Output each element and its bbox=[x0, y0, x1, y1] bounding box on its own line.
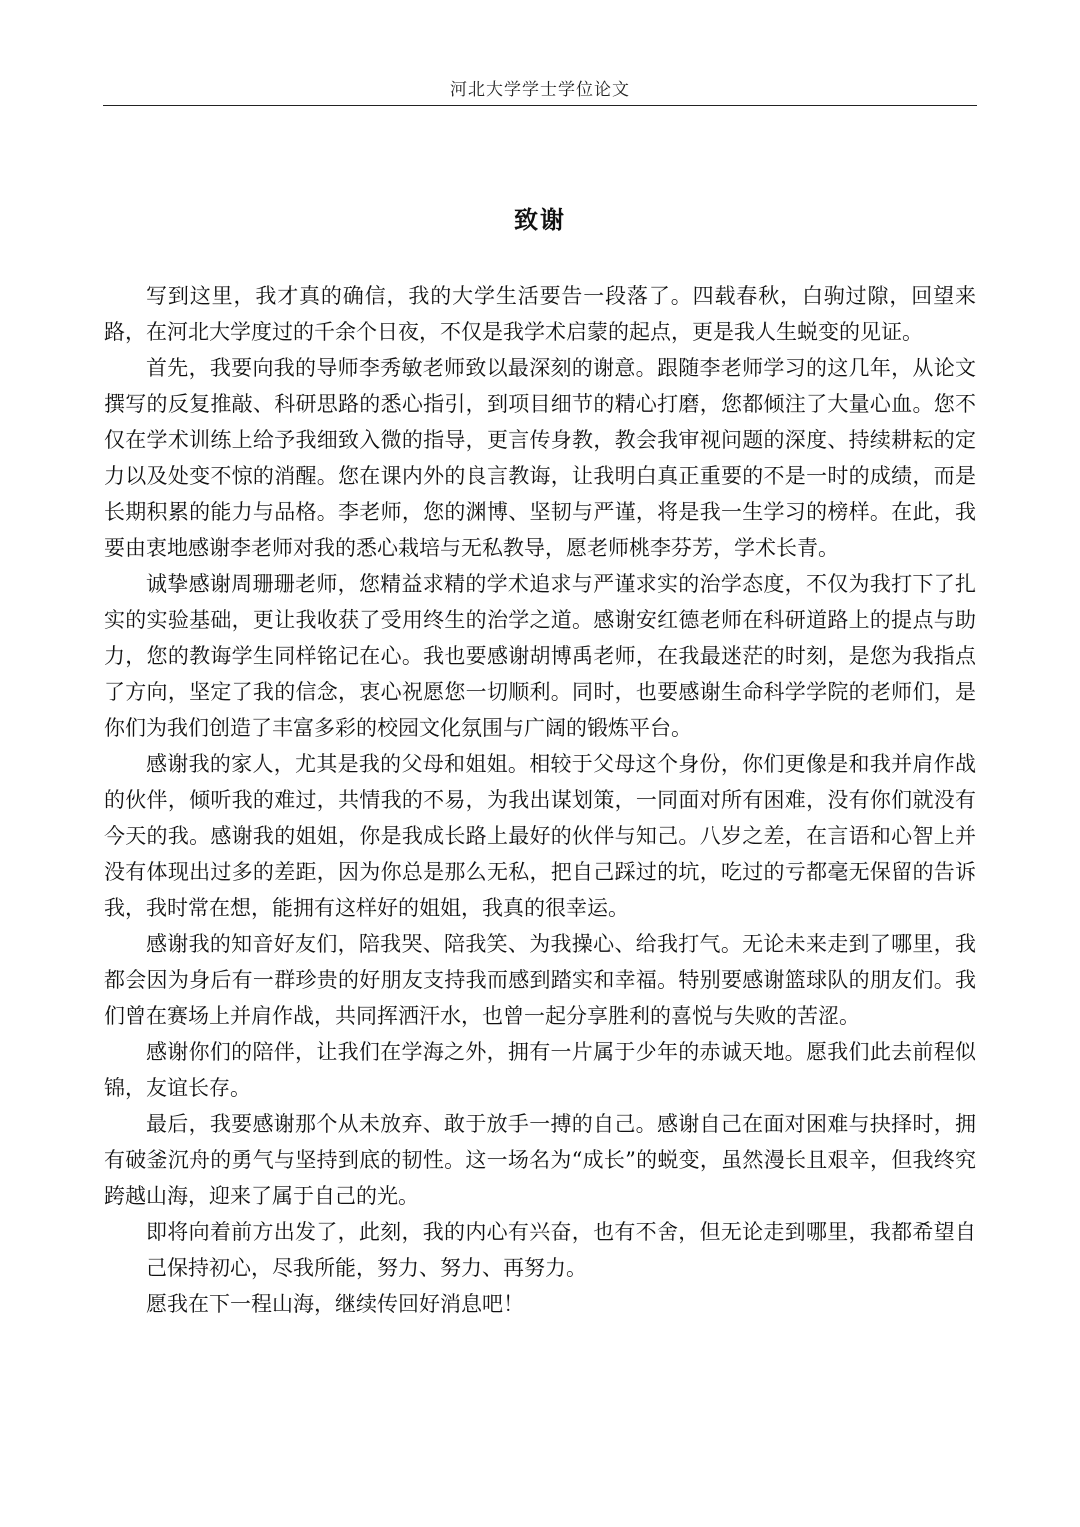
header-rule bbox=[103, 105, 977, 106]
paragraph-5: 感谢我的知音好友们，陪我哭、陪我笑、为我操心、给我打气。无论未来走到了哪里，我都会因为身后有一群珍贵的好朋友支持我而感到踏实和幸福。特别要感谢篮球队的朋友们。我们曾在赛场上并肩作战，共同挥洒汗水，也曾一起分享胜利的喜悦与失败的苦涩。 bbox=[104, 932, 976, 1028]
paragraph-8: 即将向着前方出发了，此刻，我的内心有兴奋，也有不舍，但无论走到哪里，我都希望自己保持初心，尽我所能，努力、努力、再努力。 bbox=[146, 1220, 976, 1280]
paragraph-2: 首先，我要向我的导师李秀敏老师致以最深刻的谢意。跟随李老师学习的这几年，从论文撰写的反复推敲、科研思路的悉心指引，到项目细节的精心打磨，您都倾注了大量心血。您不仅在学术训练上给予我细致入微的指导，更言传身教，教会我审视问题的深度、持续耕耘的定力以及处变不惊的消醒。您在课内外的良言教诲，让我明白真正重要的不是一时的成绩，而是长期积累的能力与品格。李老师，您的渊博、坚韧与严谨，将是我一生学习的榜样。在此，我要由衷地感谢李老师对我的悉心栽培与无私教导，愿老师桃李芬芳，学术长青。 bbox=[104, 356, 976, 560]
paragraph-4: 感谢我的家人，尤其是我的父母和姐姐。相较于父母这个身份，你们更像是和我并肩作战的伙伴，倾听我的难过，共情我的不易，为我出谋划策，一同面对所有困难，没有你们就没有今天的我。感谢我的姐姐，你是我成长路上最好的伙伴与知己。八岁之差，在言语和心智上并没有体现出过多的差距，因为你总是那么无私，把自己踩过的坑，吃过的亏都毫无保留的告诉我，我时常在想，能拥有这样好的姐姐，我真的很幸运。 bbox=[104, 752, 976, 920]
paragraph-6: 感谢你们的陪伴，让我们在学海之外，拥有一片属于少年的赤诚天地。愿我们此去前程似锦，友谊长存。 bbox=[104, 1040, 976, 1100]
paragraph-7: 最后，我要感谢那个从未放弃、敢于放手一搏的自己。感谢自己在面对困难与抉择时，拥有破釜沉舟的勇气与坚持到底的韧性。这一场名为“成长”的蜕变，虽然漫长且艰辛，但我终究跨越山海，迎来了属于自己的光。 bbox=[104, 1112, 976, 1208]
running-header: 河北大学学士学位论文 bbox=[450, 80, 630, 100]
acknowledgement-body bbox=[104, 278, 976, 1322]
paragraph-3: 诚挚感谢周珊珊老师，您精益求精的学术追求与严谨求实的治学态度，不仅为我打下了扎实的实验基础，更让我收获了受用终生的治学之道。感谢安红德老师在科研道路上的提点与助力，您的教诲学生同样铭记在心。我也要感谢胡博禹老师，在我最迷茫的时刻，是您为我指点了方向，坚定了我的信念，衷心祝愿您一切顺利。同时，也要感谢生命科学学院的老师们，是你们为我们创造了丰富多彩的校园文化氛围与广阔的锻炼平台。 bbox=[104, 572, 976, 740]
page-title: 致谢 bbox=[514, 206, 566, 234]
paragraph-9: 愿我在下一程山海，继续传回好消息吧！ bbox=[146, 1292, 524, 1316]
paragraph-1: 写到这里，我才真的确信，我的大学生活要告一段落了。四载春秋，白驹过隙，回望来路，在河北大学度过的千余个日夜，不仅是我学术启蒙的起点，更是我人生蜕变的见证。 bbox=[104, 284, 976, 344]
